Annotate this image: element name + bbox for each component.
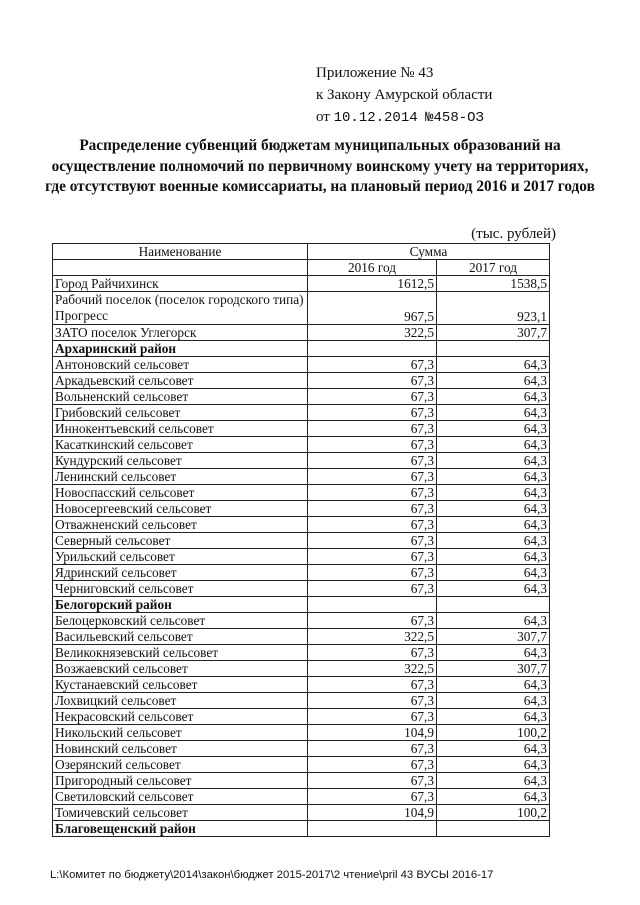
row-value-2017: 64,3 (437, 389, 550, 405)
table-row (53, 645, 550, 661)
row-value-2016: 67,3 (308, 581, 437, 597)
row-value-2016: 67,3 (308, 533, 437, 549)
row-value-2017: 64,3 (437, 421, 550, 437)
table-row (53, 405, 550, 421)
table-row (53, 292, 550, 325)
row-name: Урильский сельсовет (53, 549, 308, 565)
table-row (53, 677, 550, 693)
row-name: Возжаевский сельсовет (53, 661, 308, 677)
row-name: Белогорский район (53, 597, 308, 613)
row-name: Грибовский сельсовет (53, 405, 308, 421)
document-title: Распределение субвенций бюджетам муниципальных образований на осуществление полномочий по первичному воинскому учету на территориях, где отсутствуют военные комиссариаты, на плановый период 2016 и 2017 годов (45, 137, 595, 195)
table-row (53, 741, 550, 757)
row-value-2017: 64,3 (437, 437, 550, 453)
row-name: Лохвицкий сельсовет (53, 693, 308, 709)
row-name: Город Райчихинск (53, 276, 308, 292)
row-name: Кустанаевский сельсовет (53, 677, 308, 693)
row-name: Архаринский район (53, 341, 308, 357)
file-path-footer: L:\Комитет по бюджету\2014\закон\бюджет 2015-2017\2 чтение\pril 43 ВУСЫ 2016-17 (50, 869, 494, 881)
row-name: Озерянский сельсовет (53, 757, 308, 773)
row-value-2017: 100,2 (437, 725, 550, 741)
row-name: Вольненский сельсовет (53, 389, 308, 405)
row-name: Никольский сельсовет (53, 725, 308, 741)
header-row-years (53, 260, 550, 276)
table-row (53, 485, 550, 501)
row-name: Иннокентьевский сельсовет (53, 421, 308, 437)
table-row (53, 421, 550, 437)
table-row (53, 517, 550, 533)
row-name: Благовещенский район (53, 821, 308, 837)
row-value-2017: 64,3 (437, 565, 550, 581)
table-row (53, 629, 550, 645)
header-2016: 2016 год (308, 260, 437, 276)
row-value-2016: 67,3 (308, 421, 437, 437)
row-value-2017: 64,3 (437, 533, 550, 549)
table-row (53, 276, 550, 292)
table-row (53, 661, 550, 677)
row-value-2016: 67,3 (308, 645, 437, 661)
row-value-2016: 67,3 (308, 485, 437, 501)
row-value-2016: 322,5 (308, 629, 437, 645)
row-name: Васильевский сельсовет (53, 629, 308, 645)
row-value-2016: 67,3 (308, 437, 437, 453)
row-name: Белоцерковский сельсовет (53, 613, 308, 629)
row-value-2016: 67,3 (308, 677, 437, 693)
row-value-2017: 64,3 (437, 549, 550, 565)
row-value-2016: 322,5 (308, 661, 437, 677)
row-name: Новосергеевский сельсовет (53, 501, 308, 517)
row-value-2017: 64,3 (437, 757, 550, 773)
row-value-2017: 923,1 (437, 292, 550, 325)
row-name: Кундурский сельсовет (53, 453, 308, 469)
row-value-2017: 64,3 (437, 693, 550, 709)
table-row (53, 805, 550, 821)
table-row (53, 469, 550, 485)
row-value-2017: 307,7 (437, 629, 550, 645)
table-row (53, 501, 550, 517)
row-value-2017: 64,3 (437, 645, 550, 661)
row-name: Ленинский сельсовет (53, 469, 308, 485)
row-value-2017: 307,7 (437, 325, 550, 341)
table-row (53, 373, 550, 389)
row-value-2016: 1612,5 (308, 276, 437, 292)
district-row (53, 821, 550, 837)
row-value-2017: 64,3 (437, 357, 550, 373)
row-value-2016 (308, 821, 437, 837)
row-name: Антоновский сельсовет (53, 357, 308, 373)
row-value-2016: 967,5 (308, 292, 437, 325)
row-value-2016 (308, 341, 437, 357)
row-name: Пригородный сельсовет (53, 773, 308, 789)
row-value-2017: 64,3 (437, 373, 550, 389)
row-value-2017: 1538,5 (437, 276, 550, 292)
row-name: Рабочий поселок (поселок городского типа) Прогресс (53, 292, 308, 325)
row-value-2016 (308, 597, 437, 613)
subvention-table (52, 243, 550, 837)
row-value-2017: 64,3 (437, 501, 550, 517)
units-label: (тыс. рублей) (471, 226, 556, 242)
row-name: Ядринский сельсовет (53, 565, 308, 581)
row-name: Северный сельсовет (53, 533, 308, 549)
row-value-2016: 67,3 (308, 693, 437, 709)
row-value-2017: 64,3 (437, 405, 550, 421)
row-name: Некрасовский сельсовет (53, 709, 308, 725)
row-value-2017: 64,3 (437, 773, 550, 789)
row-value-2016: 67,3 (308, 469, 437, 485)
row-value-2017: 64,3 (437, 677, 550, 693)
row-value-2016: 67,3 (308, 389, 437, 405)
row-value-2016: 67,3 (308, 373, 437, 389)
table-row (53, 773, 550, 789)
header-sum: Сумма (308, 244, 550, 260)
header-name: Наименование (53, 244, 308, 260)
annex-date-line (316, 106, 492, 129)
row-value-2016: 67,3 (308, 773, 437, 789)
row-name: Отважненский сельсовет (53, 517, 308, 533)
annex-law-number: №458-ОЗ (425, 110, 484, 126)
table-row (53, 693, 550, 709)
row-value-2016: 67,3 (308, 549, 437, 565)
row-name: Новоспасский сельсовет (53, 485, 308, 501)
row-value-2017: 64,3 (437, 613, 550, 629)
row-value-2017: 64,3 (437, 789, 550, 805)
table-row (53, 389, 550, 405)
row-name: Аркадьевский сельсовет (53, 373, 308, 389)
row-value-2016: 67,3 (308, 709, 437, 725)
table-row (53, 789, 550, 805)
row-value-2016: 67,3 (308, 357, 437, 373)
row-value-2016: 67,3 (308, 613, 437, 629)
row-value-2016: 67,3 (308, 405, 437, 421)
row-value-2016: 67,3 (308, 757, 437, 773)
district-row (53, 597, 550, 613)
header-row (53, 244, 550, 260)
row-value-2017: 64,3 (437, 469, 550, 485)
row-name: Великокнязевский сельсовет (53, 645, 308, 661)
row-value-2016: 322,5 (308, 325, 437, 341)
table-row (53, 437, 550, 453)
annex-law: к Закону Амурской области (316, 87, 493, 103)
row-name: Касаткинский сельсовет (53, 437, 308, 453)
district-row (53, 341, 550, 357)
row-value-2016: 67,3 (308, 517, 437, 533)
row-name: Новинский сельсовет (53, 741, 308, 757)
row-name: Томичевский сельсовет (53, 805, 308, 821)
row-value-2017 (437, 821, 550, 837)
table-row (53, 453, 550, 469)
row-name: Светиловский сельсовет (53, 789, 308, 805)
row-name: Черниговский сельсовет (53, 581, 308, 597)
row-value-2016: 104,9 (308, 805, 437, 821)
table-row (53, 357, 550, 373)
annex-from: от (316, 109, 330, 125)
row-value-2016: 67,3 (308, 789, 437, 805)
row-value-2016: 104,9 (308, 725, 437, 741)
row-value-2017: 64,3 (437, 453, 550, 469)
table-row (53, 757, 550, 773)
row-value-2017: 64,3 (437, 517, 550, 533)
row-value-2017: 64,3 (437, 741, 550, 757)
table-row (53, 533, 550, 549)
row-value-2017: 64,3 (437, 709, 550, 725)
table-row (53, 613, 550, 629)
row-value-2016: 67,3 (308, 741, 437, 757)
annex-date: 10.12.2014 (333, 110, 418, 126)
header-empty (53, 260, 308, 276)
annex-number: Приложение № 43 (316, 65, 434, 81)
table-row (53, 581, 550, 597)
row-value-2017: 307,7 (437, 661, 550, 677)
row-value-2016: 67,3 (308, 453, 437, 469)
row-name: ЗАТО поселок Углегорск (53, 325, 308, 341)
row-value-2017 (437, 597, 550, 613)
table-row (53, 725, 550, 741)
table-row (53, 325, 550, 341)
row-value-2017: 64,3 (437, 581, 550, 597)
table-row (53, 565, 550, 581)
row-value-2016: 67,3 (308, 501, 437, 517)
annex-header (316, 62, 492, 129)
row-value-2017 (437, 341, 550, 357)
row-value-2016: 67,3 (308, 565, 437, 581)
table-row (53, 709, 550, 725)
header-2017: 2017 год (437, 260, 550, 276)
table-row (53, 549, 550, 565)
row-value-2017: 100,2 (437, 805, 550, 821)
row-value-2017: 64,3 (437, 485, 550, 501)
